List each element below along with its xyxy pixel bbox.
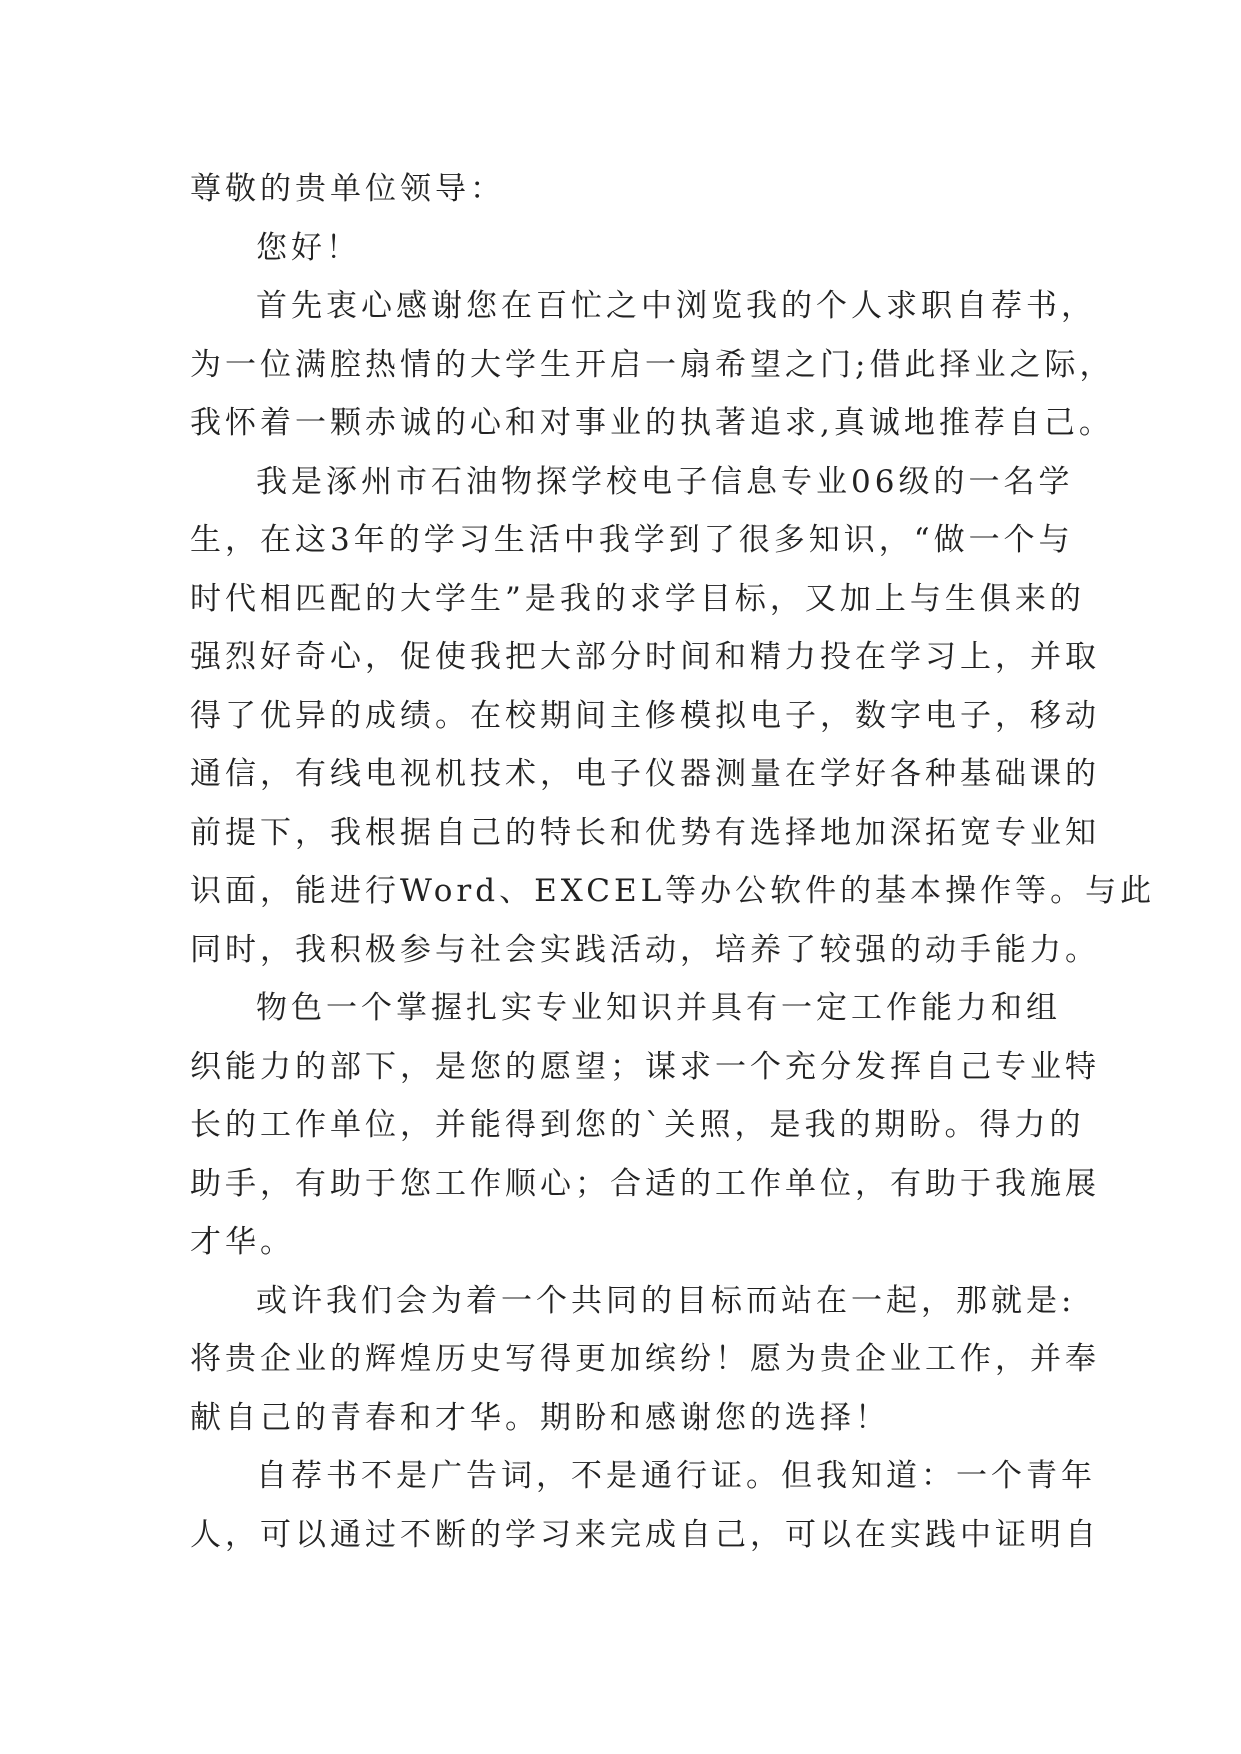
paragraph-1	[190, 277, 1115, 453]
paragraph-line: 献自己的青春和才华。期盼和感谢您的选择！	[190, 1399, 890, 1436]
paragraph-line: 或许我们会为着一个共同的目标而站在一起，那就是:	[256, 1282, 1076, 1319]
paragraph-4	[190, 1272, 1100, 1448]
paragraph-line: 首先衷心感谢您在百忙之中浏览我的个人求职自荐书，	[256, 288, 1096, 324]
paragraph-line: 织能力的部下，是您的愿望；谋求一个充分发挥自己专业特	[190, 1048, 1100, 1085]
paragraph-line: 通信，有线电视机技术，电子仪器测量在学好各种基础课的	[190, 756, 1100, 792]
paragraph-line: 人，可以通过不断的学习来完成自己，可以在实践中证明自	[190, 1516, 1100, 1553]
paragraph-line: 同时，我积极参与社会实践活动，培养了较强的动手能力。	[190, 931, 1100, 968]
letter-body	[190, 160, 1156, 1564]
paragraph-3	[190, 979, 1100, 1272]
salutation: 尊敬的贵单位领导：	[190, 171, 505, 207]
paragraph-line: 生，在这3年的学习生活中我学到了很多知识，“做一个与	[190, 522, 1074, 558]
paragraph-line: 强烈好奇心，促使我把大部分时间和精力投在学习上，并取	[190, 639, 1100, 675]
paragraph-line: 我是涿州市石油物探学校电子信息专业06级的一名学	[256, 463, 1074, 500]
paragraph-line: 才华。	[190, 1224, 295, 1260]
paragraph-line: 长的工作单位，并能得到您的`关照，是我的期盼。得力的	[190, 1107, 1085, 1143]
paragraph-line: 时代相匹配的大学生”是我的求学目标，又加上与生俱来的	[190, 580, 1085, 617]
paragraph-line: 得了优异的成绩。在校期间主修模拟电子，数字电子，移动	[190, 697, 1100, 734]
paragraph-line: 物色一个掌握扎实专业知识并具有一定工作能力和组	[256, 990, 1061, 1026]
paragraph-line: 将贵企业的辉煌历史写得更加缤纷！愿为贵企业工作，并奉	[190, 1341, 1100, 1377]
paragraph-5	[190, 1447, 1100, 1564]
paragraph-line: 识面，能进行Word、EXCEL等办公软件的基本操作等。与此	[190, 873, 1156, 909]
paragraph-line: 我怀着一颗赤诚的心和对事业的执著追求,真诚地推荐自己。	[190, 405, 1114, 441]
paragraph-line: 前提下，我根据自己的特长和优势有选择地加深拓宽专业知	[190, 814, 1100, 851]
paragraph-2	[190, 453, 1156, 980]
greeting: 您好！	[256, 229, 361, 266]
paragraph-line: 自荐书不是广告词，不是通行证。但我知道：一个青年	[256, 1458, 1096, 1494]
paragraph-line: 助手，有助于您工作顺心；合适的工作单位，有助于我施展	[190, 1165, 1100, 1202]
paragraph-line: 为一位满腔热情的大学生开启一扇希望之门;借此择业之际，	[190, 346, 1115, 383]
